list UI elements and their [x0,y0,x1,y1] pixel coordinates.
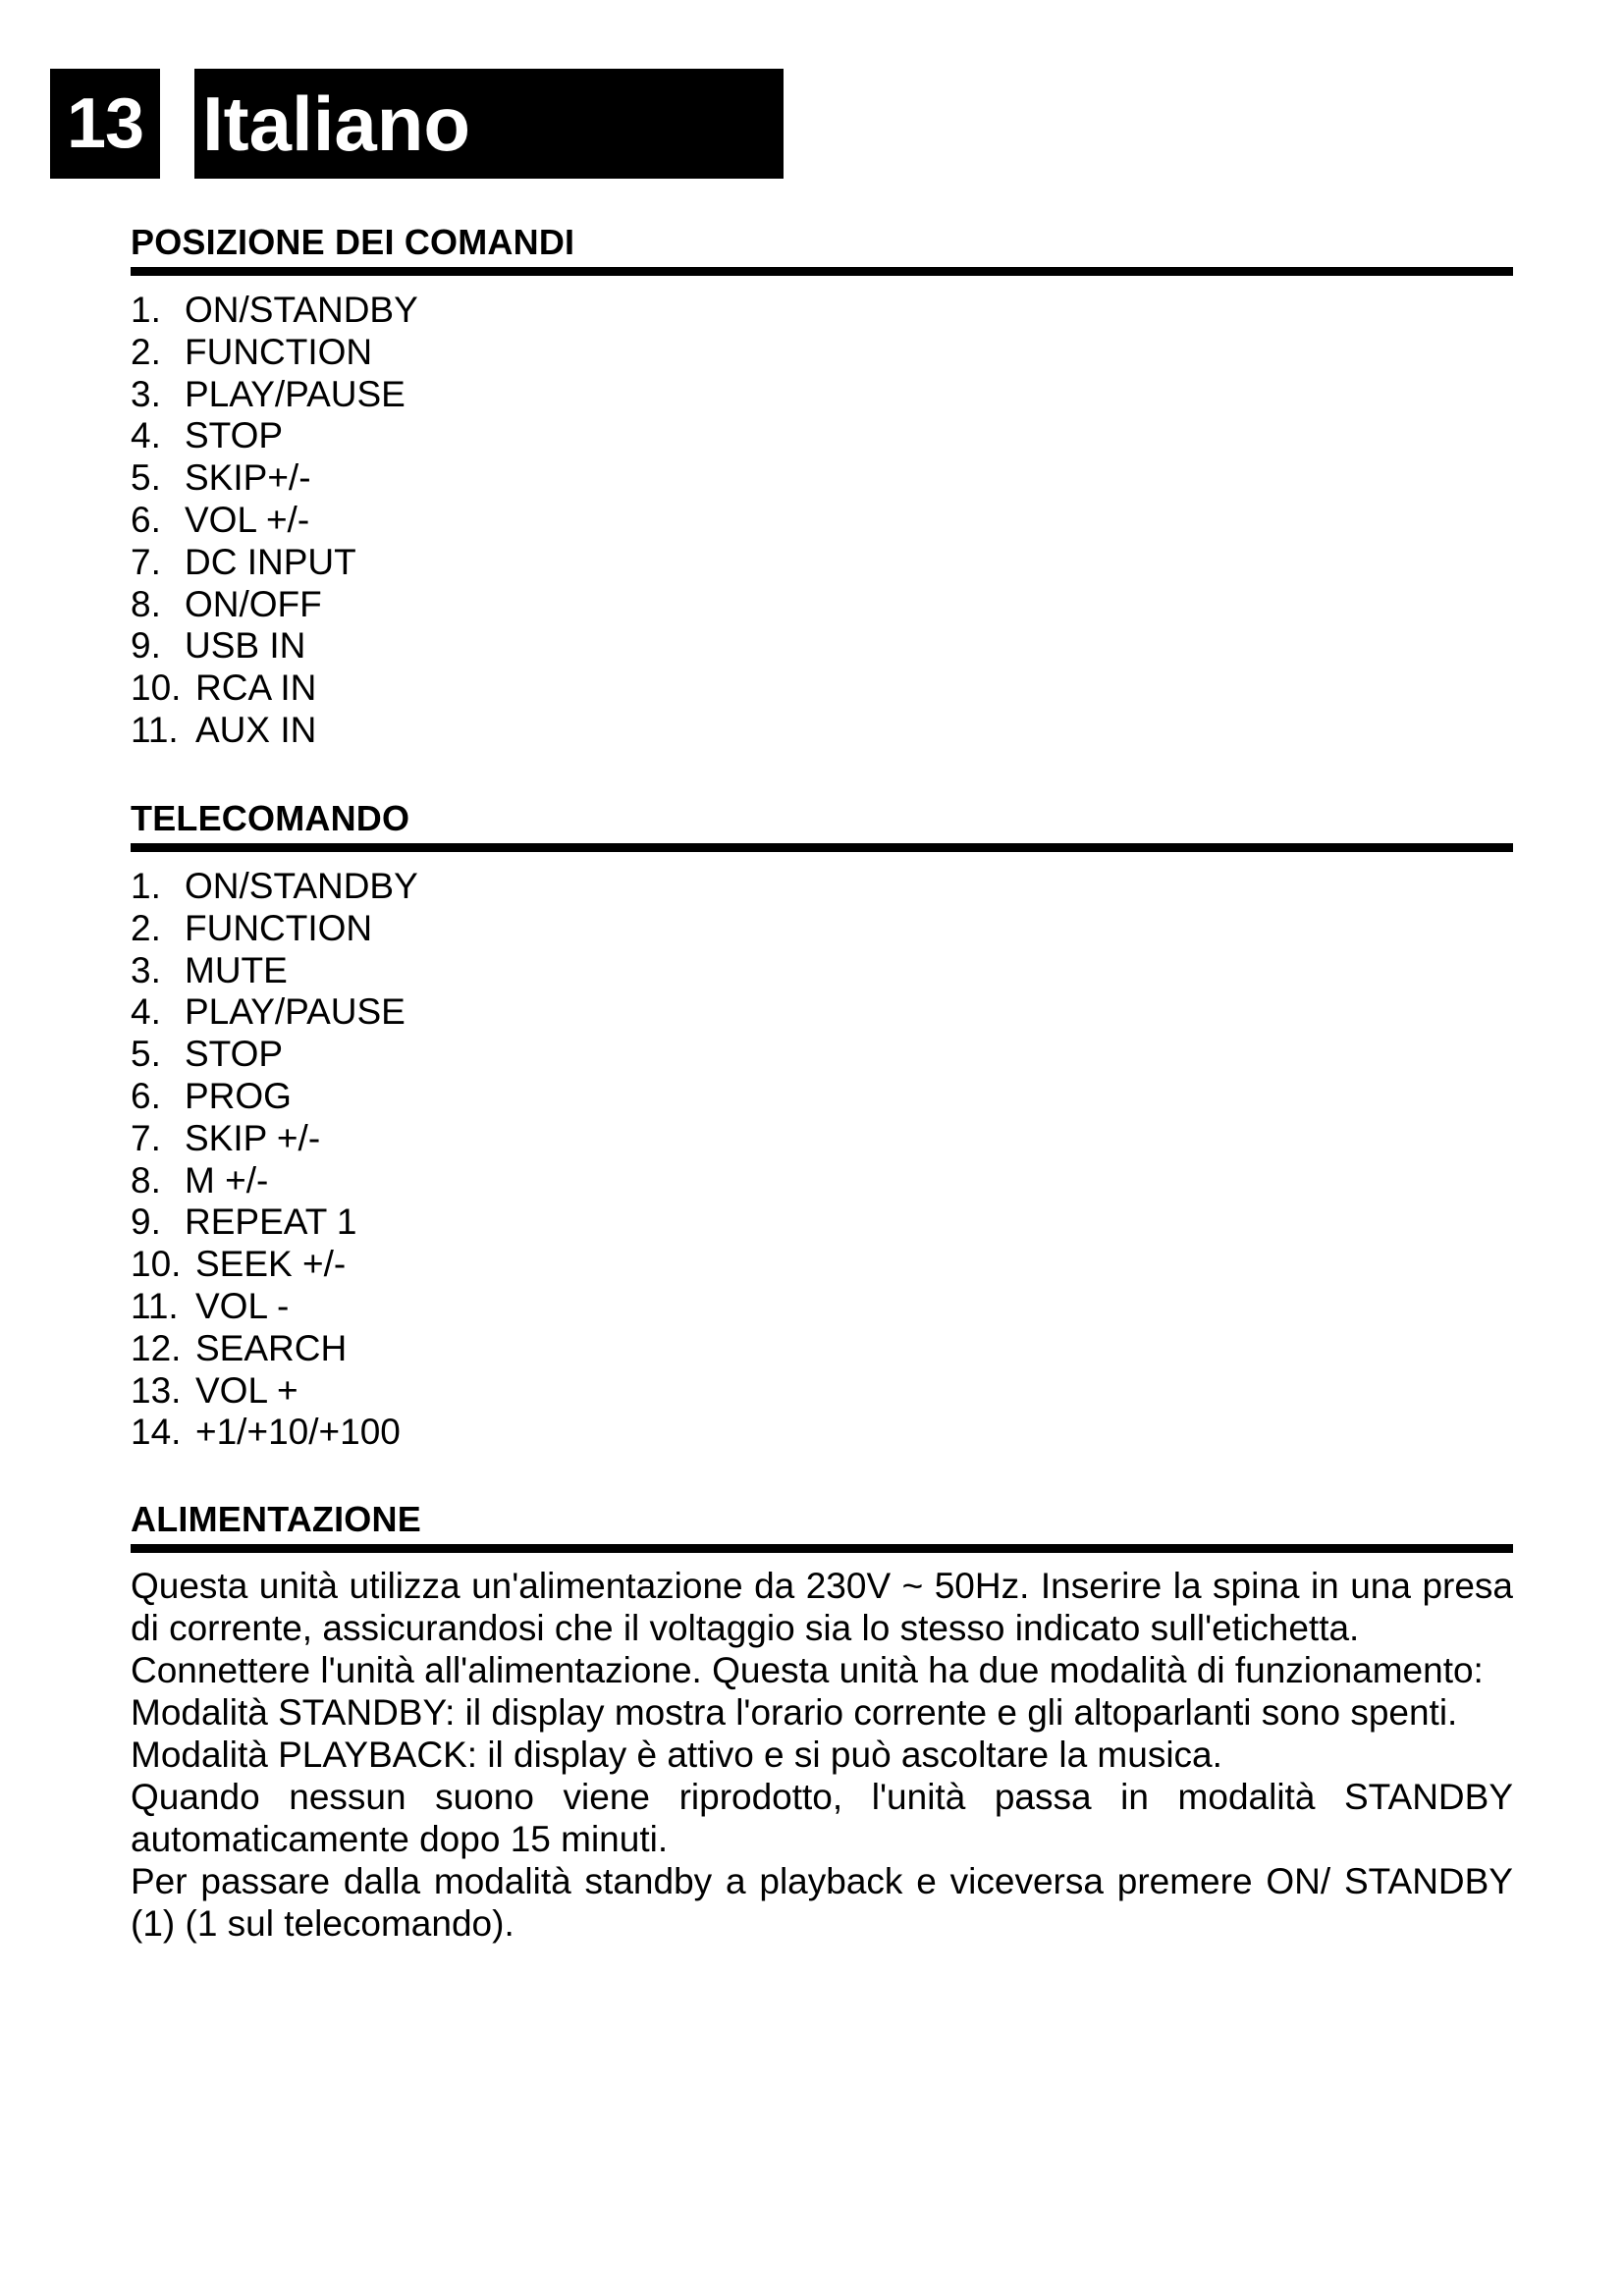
remote-list [131,866,1513,1454]
list-item: 12. SEARCH [131,1327,348,1368]
list-item: 1. ON/STANDBY [131,290,418,330]
list-item: 10. RCA IN [131,667,317,709]
section-heading: ALIMENTAZIONE [131,1499,1513,1553]
power-supply-text [131,1565,1513,1945]
list-item: 8. M +/- [131,1159,269,1201]
list-item: 4. STOP [131,415,284,456]
list-item: 9. REPEAT 1 [131,1201,357,1243]
paragraph: Quando nessun suono viene riprodotto, l'unità passa in modalità STANDBY automaticamente dopo 15 minuti. [131,1777,1513,1859]
controls-section [131,222,1513,752]
paragraph: Questa unità utilizza un'alimentazione da 230V ~ 50Hz. Inserire la spina in una presa di corrente, assicurandosi che il voltaggio sia lo stesso indicato sull'etichetta. [131,1566,1513,1648]
list-item: 6. PROG [131,1075,292,1116]
remote-control-section [131,798,1513,1454]
list-item: 8. ON/OFF [131,583,322,624]
list-item: 11. VOL - [131,1285,290,1326]
paragraph: Modalità STANDBY: il display mostra l'orario corrente e gli altoparlanti sono spenti. [131,1692,1458,1733]
list-item: 14. +1/+10/+100 [131,1412,401,1453]
list-item: 7. DC INPUT [131,541,356,582]
section-heading: POSIZIONE DEI COMANDI [131,222,1513,276]
list-item: 2. FUNCTION [131,331,373,372]
paragraph: Modalità PLAYBACK: il display è attivo e si può ascoltare la musica. [131,1735,1222,1775]
power-supply-section [131,1499,1513,1945]
list-item: 4. PLAY/PAUSE [131,991,406,1033]
list-item: 13. VOL + [131,1369,298,1411]
section-heading: TELECOMANDO [131,798,1513,852]
list-item: 6. VOL +/- [131,499,310,540]
language-title: Italiano [194,69,784,179]
list-item: 9. USB IN [131,625,306,667]
list-item: 5. STOP [131,1034,284,1075]
list-item: 7. SKIP +/- [131,1117,321,1158]
list-item: 5. SKIP+/- [131,457,311,499]
page-number-badge: 13 [50,69,160,179]
paragraph: Connettere l'unità all'alimentazione. Questa unità ha due modalità di funzionamento: [131,1650,1484,1690]
list-item: 11. AUX IN [131,709,317,750]
list-item: 10. SEEK +/- [131,1244,347,1285]
list-item: 1. ON/STANDBY [131,866,418,906]
list-item: 3. MUTE [131,949,288,990]
paragraph: Per passare dalla modalità standby a playback e viceversa premere ON/ STANDBY (1) (1 sul telecomando). [131,1861,1513,1944]
list-item: 2. FUNCTION [131,907,373,948]
list-item: 3. PLAY/PAUSE [131,373,406,414]
controls-list [131,290,1513,752]
